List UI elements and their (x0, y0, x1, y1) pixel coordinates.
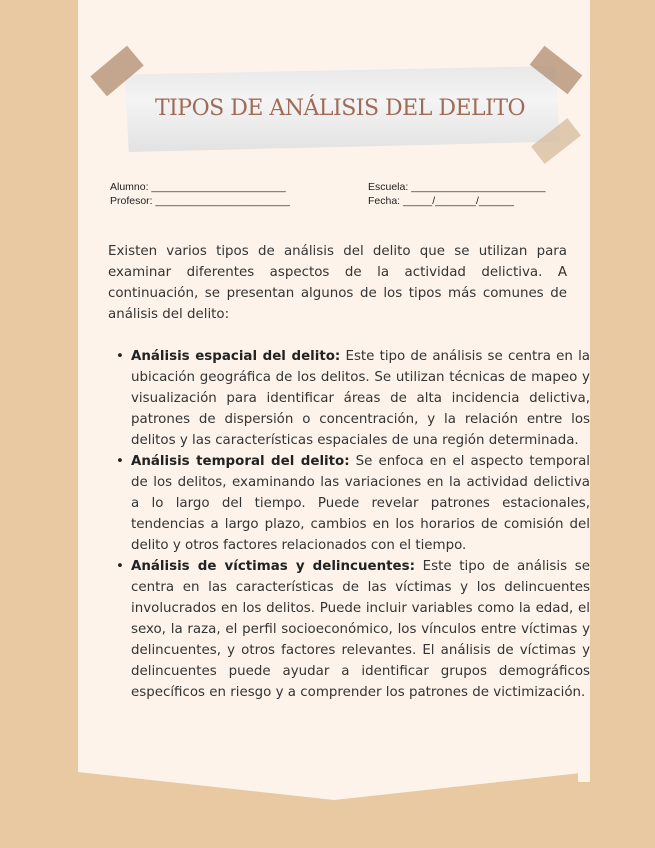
field-escuela: Escuela: _______________________ (368, 181, 546, 193)
analysis-list (108, 346, 590, 703)
bullet-icon: • (116, 349, 124, 364)
list-item (116, 556, 590, 703)
bullet-icon: • (116, 454, 124, 469)
item-heading: Análisis temporal del delito: (131, 454, 350, 469)
item-heading: Análisis de víctimas y delincuentes: (131, 559, 415, 574)
list-item (116, 346, 591, 451)
field-profesor: Profesor: _______________________ (110, 195, 290, 207)
item-text: Este tipo de análisis se centra en las características de las víctimas y los delincuentes involucrados en los delitos. Puede incluir variables como la edad, el sexo, la raza, el perfil socioeconómico, los vínculos entre víctimas y delincuentes, y otros factores relevantes. El análisis de víctimas y delincuentes puede ayudar a identificar grupos demográficos específicos en riesgo y a comprender los patrones de victimización. (131, 559, 590, 700)
page-title: TIPOS DE ANÁLISIS DEL DELITO (154, 96, 526, 121)
intro-paragraph: Existen varios tipos de análisis del delito que se utilizan para examinar diferentes aspectos de la actividad delictiva. A continuación, se presentan algunos de los tipos más comunes de análisis del delito: (108, 244, 567, 322)
field-fecha: Fecha: _____/_______/______ (368, 195, 514, 207)
list-item (116, 451, 590, 556)
bullet-icon: • (116, 559, 124, 574)
field-alumno: Alumno: _______________________ (110, 181, 286, 193)
item-heading: Análisis espacial del delito: (131, 349, 341, 364)
item-text: Se enfoca en el aspecto temporal de los delitos, examinando las variaciones en la actividad delictiva a lo largo del tiempo. Puede revelar patrones estacionales, tendencias a largo plazo, cambios en los horarios de comisión del delito y otros factores relacionados con el tiempo. (131, 454, 590, 553)
item-text: Este tipo de análisis se centra en la ubicación geográfica de los delitos. Se utilizan técnicas de mapeo y visualización para identificar áreas de alta incidencia delictiva, patrones de dispersión o concentración, y la relación entre los delitos y las características espaciales de una región determinada. (131, 349, 591, 448)
